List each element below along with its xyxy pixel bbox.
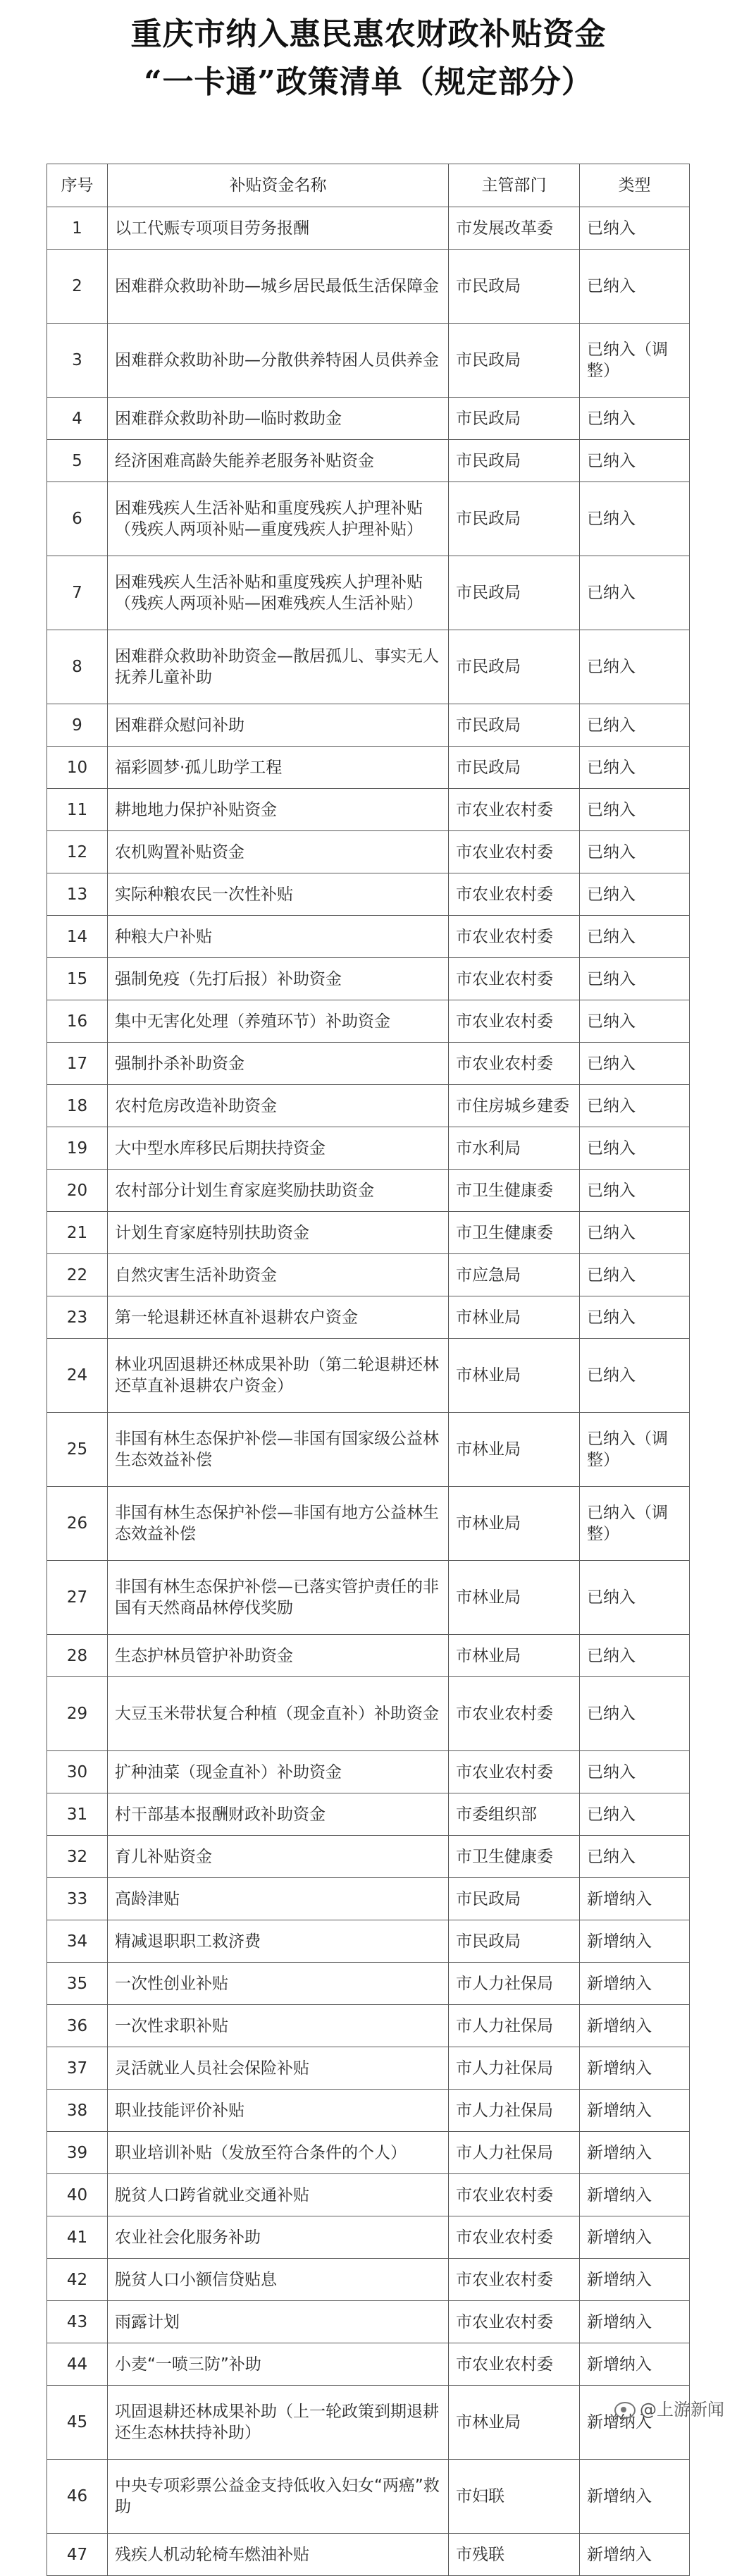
row-type: 已纳入 bbox=[580, 1170, 690, 1212]
row-no: 1 bbox=[47, 207, 108, 250]
table-row bbox=[47, 2216, 690, 2259]
row-type: 已纳入 bbox=[580, 250, 690, 324]
row-dept: 市民政局 bbox=[449, 630, 580, 704]
row-type: 新增纳入 bbox=[580, 1878, 690, 1920]
row-no: 15 bbox=[47, 958, 108, 1000]
row-type: 已纳入（调整） bbox=[580, 324, 690, 398]
table-row bbox=[47, 1212, 690, 1254]
row-name: 强制扑杀补助资金 bbox=[108, 1043, 449, 1085]
table-row bbox=[47, 1963, 690, 2005]
row-dept: 市农业农村委 bbox=[449, 916, 580, 958]
row-type: 已纳入 bbox=[580, 1043, 690, 1085]
header-name: 补贴资金名称 bbox=[108, 164, 449, 207]
row-type: 已纳入 bbox=[580, 482, 690, 556]
table-row bbox=[47, 1296, 690, 1339]
table-row bbox=[47, 1751, 690, 1793]
row-no: 9 bbox=[47, 704, 108, 747]
page-title-line-2: “一卡通”政策清单（规定部分） bbox=[144, 64, 593, 100]
row-name: 大豆玉米带状复合种植（现金直补）补助资金 bbox=[108, 1677, 449, 1751]
row-dept: 市民政局 bbox=[449, 440, 580, 482]
row-name: 一次性创业补贴 bbox=[108, 1963, 449, 2005]
table-body bbox=[47, 207, 690, 2576]
row-name: 林业巩固退耕还林成果补助（第二轮退耕还林还草直补退耕农户资金） bbox=[108, 1339, 449, 1413]
row-type: 新增纳入 bbox=[580, 2534, 690, 2576]
row-no: 31 bbox=[47, 1793, 108, 1836]
row-type: 已纳入 bbox=[580, 831, 690, 873]
row-type: 已纳入 bbox=[580, 1254, 690, 1296]
table-row bbox=[47, 1793, 690, 1836]
row-dept: 市民政局 bbox=[449, 250, 580, 324]
row-type: 已纳入 bbox=[580, 1212, 690, 1254]
table-row bbox=[47, 630, 690, 704]
watermark-text: @上游新闻 bbox=[640, 2400, 724, 2419]
row-name: 小麦“一喷三防”补助 bbox=[108, 2343, 449, 2386]
row-dept: 市农业农村委 bbox=[449, 831, 580, 873]
row-type: 已纳入 bbox=[580, 1561, 690, 1635]
row-dept: 市民政局 bbox=[449, 482, 580, 556]
row-no: 37 bbox=[47, 2047, 108, 2090]
table-row bbox=[47, 2301, 690, 2343]
row-no: 45 bbox=[47, 2386, 108, 2460]
row-dept: 市农业农村委 bbox=[449, 1751, 580, 1793]
row-type: 已纳入 bbox=[580, 1677, 690, 1751]
row-no: 6 bbox=[47, 482, 108, 556]
table-row bbox=[47, 1413, 690, 1487]
row-type: 新增纳入 bbox=[580, 2047, 690, 2090]
row-name: 困难群众救助补助—分散供养特困人员供养金 bbox=[108, 324, 449, 398]
row-no: 27 bbox=[47, 1561, 108, 1635]
row-no: 10 bbox=[47, 747, 108, 789]
row-dept: 市民政局 bbox=[449, 324, 580, 398]
row-type: 新增纳入 bbox=[580, 2460, 690, 2534]
table-row bbox=[47, 1254, 690, 1296]
row-dept: 市民政局 bbox=[449, 1878, 580, 1920]
table-row bbox=[47, 1043, 690, 1085]
row-dept: 市林业局 bbox=[449, 1296, 580, 1339]
row-no: 29 bbox=[47, 1677, 108, 1751]
row-no: 5 bbox=[47, 440, 108, 482]
row-name: 残疾人机动轮椅车燃油补贴 bbox=[108, 2534, 449, 2576]
row-name: 扩种油菜（现金直补）补助资金 bbox=[108, 1751, 449, 1793]
row-no: 23 bbox=[47, 1296, 108, 1339]
table-row bbox=[47, 789, 690, 831]
row-type: 已纳入（调整） bbox=[580, 1413, 690, 1487]
table-row bbox=[47, 1000, 690, 1043]
row-name: 种粮大户补贴 bbox=[108, 916, 449, 958]
row-no: 7 bbox=[47, 556, 108, 630]
row-dept: 市发展改革委 bbox=[449, 207, 580, 250]
row-name: 脱贫人口跨省就业交通补贴 bbox=[108, 2174, 449, 2216]
row-dept: 市农业农村委 bbox=[449, 1043, 580, 1085]
row-dept: 市人力社保局 bbox=[449, 2005, 580, 2047]
table-row bbox=[47, 1127, 690, 1170]
row-dept: 市民政局 bbox=[449, 747, 580, 789]
row-name: 计划生育家庭特别扶助资金 bbox=[108, 1212, 449, 1254]
row-no: 41 bbox=[47, 2216, 108, 2259]
table-row bbox=[47, 2174, 690, 2216]
table-row bbox=[47, 1635, 690, 1677]
row-dept: 市水利局 bbox=[449, 1127, 580, 1170]
row-type: 已纳入 bbox=[580, 1085, 690, 1127]
weibo-logo-icon bbox=[614, 2402, 636, 2419]
row-dept: 市人力社保局 bbox=[449, 1963, 580, 2005]
row-type: 新增纳入 bbox=[580, 2005, 690, 2047]
row-dept: 市林业局 bbox=[449, 1561, 580, 1635]
row-name: 职业培训补贴（发放至符合条件的个人） bbox=[108, 2132, 449, 2174]
table-row bbox=[47, 747, 690, 789]
table-row bbox=[47, 2259, 690, 2301]
row-dept: 市妇联 bbox=[449, 2460, 580, 2534]
row-no: 33 bbox=[47, 1878, 108, 1920]
row-no: 36 bbox=[47, 2005, 108, 2047]
row-dept: 市农业农村委 bbox=[449, 789, 580, 831]
row-type: 已纳入 bbox=[580, 398, 690, 440]
row-type: 已纳入 bbox=[580, 1635, 690, 1677]
row-dept: 市人力社保局 bbox=[449, 2132, 580, 2174]
row-no: 30 bbox=[47, 1751, 108, 1793]
row-name: 育儿补贴资金 bbox=[108, 1836, 449, 1878]
table-row bbox=[47, 704, 690, 747]
row-no: 8 bbox=[47, 630, 108, 704]
row-name: 困难群众慰问补助 bbox=[108, 704, 449, 747]
table-row bbox=[47, 250, 690, 324]
row-name: 困难残疾人生活补贴和重度残疾人护理补贴（残疾人两项补贴—困难残疾人生活补贴） bbox=[108, 556, 449, 630]
table-row bbox=[47, 2534, 690, 2576]
row-name: 农机购置补贴资金 bbox=[108, 831, 449, 873]
table-row bbox=[47, 440, 690, 482]
row-name: 非国有林生态保护补偿—已落实管护责任的非国有天然商品林停伐奖励 bbox=[108, 1561, 449, 1635]
row-type: 已纳入 bbox=[580, 873, 690, 916]
table-row bbox=[47, 324, 690, 398]
row-type: 新增纳入 bbox=[580, 2090, 690, 2132]
table-row bbox=[47, 2132, 690, 2174]
row-type: 已纳入 bbox=[580, 1339, 690, 1413]
row-type: 新增纳入 bbox=[580, 2343, 690, 2386]
page-title-line-1: 重庆市纳入惠民惠农财政补贴资金 bbox=[130, 16, 607, 52]
row-dept: 市卫生健康委 bbox=[449, 1212, 580, 1254]
row-type: 已纳入 bbox=[580, 1296, 690, 1339]
row-no: 40 bbox=[47, 2174, 108, 2216]
row-name: 困难群众救助补助—临时救助金 bbox=[108, 398, 449, 440]
table-header-row bbox=[47, 164, 690, 207]
row-dept: 市人力社保局 bbox=[449, 2047, 580, 2090]
row-no: 44 bbox=[47, 2343, 108, 2386]
row-name: 职业技能评价补贴 bbox=[108, 2090, 449, 2132]
row-name: 生态护林员管护补助资金 bbox=[108, 1635, 449, 1677]
table-row bbox=[47, 398, 690, 440]
row-dept: 市林业局 bbox=[449, 2386, 580, 2460]
row-dept: 市民政局 bbox=[449, 556, 580, 630]
table-row bbox=[47, 958, 690, 1000]
row-dept: 市人力社保局 bbox=[449, 2090, 580, 2132]
row-no: 22 bbox=[47, 1254, 108, 1296]
row-name: 困难残疾人生活补贴和重度残疾人护理补贴（残疾人两项补贴—重度残疾人护理补贴） bbox=[108, 482, 449, 556]
row-no: 32 bbox=[47, 1836, 108, 1878]
table-row bbox=[47, 2090, 690, 2132]
row-name: 农村危房改造补助资金 bbox=[108, 1085, 449, 1127]
table-row bbox=[47, 2460, 690, 2534]
row-type: 已纳入 bbox=[580, 916, 690, 958]
row-dept: 市林业局 bbox=[449, 1413, 580, 1487]
row-name: 中央专项彩票公益金支持低收入妇女“两癌”救助 bbox=[108, 2460, 449, 2534]
row-no: 35 bbox=[47, 1963, 108, 2005]
policy-table bbox=[47, 164, 690, 2576]
row-name: 精减退职职工救济费 bbox=[108, 1920, 449, 1963]
row-dept: 市林业局 bbox=[449, 1635, 580, 1677]
row-dept: 市农业农村委 bbox=[449, 2343, 580, 2386]
row-type: 已纳入 bbox=[580, 630, 690, 704]
table-row bbox=[47, 1561, 690, 1635]
row-type: 新增纳入 bbox=[580, 2132, 690, 2174]
row-type: 已纳入 bbox=[580, 789, 690, 831]
table-row bbox=[47, 1836, 690, 1878]
row-type: 已纳入 bbox=[580, 207, 690, 250]
row-no: 3 bbox=[47, 324, 108, 398]
row-name: 非国有林生态保护补偿—非国有地方公益林生态效益补偿 bbox=[108, 1487, 449, 1561]
row-name: 农村部分计划生育家庭奖励扶助资金 bbox=[108, 1170, 449, 1212]
row-name: 第一轮退耕还林直补退耕农户资金 bbox=[108, 1296, 449, 1339]
table-row bbox=[47, 916, 690, 958]
row-no: 25 bbox=[47, 1413, 108, 1487]
row-type: 已纳入（调整） bbox=[580, 1487, 690, 1561]
header-dept: 主管部门 bbox=[449, 164, 580, 207]
row-dept: 市林业局 bbox=[449, 1487, 580, 1561]
row-no: 16 bbox=[47, 1000, 108, 1043]
table-row bbox=[47, 2005, 690, 2047]
row-no: 34 bbox=[47, 1920, 108, 1963]
row-dept: 市卫生健康委 bbox=[449, 1836, 580, 1878]
row-type: 已纳入 bbox=[580, 440, 690, 482]
header-no: 序号 bbox=[47, 164, 108, 207]
row-type: 已纳入 bbox=[580, 1127, 690, 1170]
table-row bbox=[47, 1339, 690, 1413]
row-type: 已纳入 bbox=[580, 704, 690, 747]
table-row bbox=[47, 1920, 690, 1963]
row-no: 43 bbox=[47, 2301, 108, 2343]
table-row bbox=[47, 2343, 690, 2386]
row-type: 已纳入 bbox=[580, 747, 690, 789]
row-name: 困难群众救助补助—城乡居民最低生活保障金 bbox=[108, 250, 449, 324]
row-dept: 市卫生健康委 bbox=[449, 1170, 580, 1212]
row-name: 以工代赈专项项目劳务报酬 bbox=[108, 207, 449, 250]
row-type: 新增纳入 bbox=[580, 2259, 690, 2301]
table-row bbox=[47, 556, 690, 630]
row-name: 农业社会化服务补助 bbox=[108, 2216, 449, 2259]
row-dept: 市民政局 bbox=[449, 1920, 580, 1963]
row-type: 新增纳入 bbox=[580, 2174, 690, 2216]
table-row bbox=[47, 1487, 690, 1561]
row-no: 28 bbox=[47, 1635, 108, 1677]
table-row bbox=[47, 1170, 690, 1212]
row-type: 新增纳入 bbox=[580, 2216, 690, 2259]
row-name: 强制免疫（先打后报）补助资金 bbox=[108, 958, 449, 1000]
row-no: 19 bbox=[47, 1127, 108, 1170]
row-dept: 市农业农村委 bbox=[449, 2301, 580, 2343]
row-dept: 市残联 bbox=[449, 2534, 580, 2576]
row-dept: 市农业农村委 bbox=[449, 2259, 580, 2301]
row-dept: 市农业农村委 bbox=[449, 2216, 580, 2259]
table-row bbox=[47, 207, 690, 250]
row-no: 39 bbox=[47, 2132, 108, 2174]
row-no: 12 bbox=[47, 831, 108, 873]
row-no: 2 bbox=[47, 250, 108, 324]
row-name: 高龄津贴 bbox=[108, 1878, 449, 1920]
row-name: 困难群众救助补助资金—散居孤儿、事实无人抚养儿童补助 bbox=[108, 630, 449, 704]
row-dept: 市农业农村委 bbox=[449, 958, 580, 1000]
row-no: 17 bbox=[47, 1043, 108, 1085]
row-name: 实际种粮农民一次性补贴 bbox=[108, 873, 449, 916]
row-dept: 市林业局 bbox=[449, 1339, 580, 1413]
row-name: 耕地地力保护补贴资金 bbox=[108, 789, 449, 831]
row-type: 已纳入 bbox=[580, 1000, 690, 1043]
row-no: 24 bbox=[47, 1339, 108, 1413]
table-row bbox=[47, 2386, 690, 2460]
row-no: 14 bbox=[47, 916, 108, 958]
table-row bbox=[47, 1677, 690, 1751]
row-name: 非国有林生态保护补偿—非国有国家级公益林生态效益补偿 bbox=[108, 1413, 449, 1487]
row-type: 已纳入 bbox=[580, 1751, 690, 1793]
row-no: 13 bbox=[47, 873, 108, 916]
row-no: 4 bbox=[47, 398, 108, 440]
row-name: 巩固退耕还林成果补助（上一轮政策到期退耕还生态林扶持补助） bbox=[108, 2386, 449, 2460]
table-row bbox=[47, 1878, 690, 1920]
row-dept: 市民政局 bbox=[449, 398, 580, 440]
row-name: 自然灾害生活补助资金 bbox=[108, 1254, 449, 1296]
table-row bbox=[47, 1085, 690, 1127]
row-type: 新增纳入 bbox=[580, 2386, 690, 2460]
row-no: 18 bbox=[47, 1085, 108, 1127]
row-name: 雨露计划 bbox=[108, 2301, 449, 2343]
row-type: 已纳入 bbox=[580, 958, 690, 1000]
row-type: 新增纳入 bbox=[580, 2301, 690, 2343]
row-type: 已纳入 bbox=[580, 1836, 690, 1878]
row-dept: 市农业农村委 bbox=[449, 873, 580, 916]
table-row bbox=[47, 2047, 690, 2090]
row-no: 46 bbox=[47, 2460, 108, 2534]
row-no: 11 bbox=[47, 789, 108, 831]
row-name: 一次性求职补贴 bbox=[108, 2005, 449, 2047]
table-row bbox=[47, 482, 690, 556]
table-row bbox=[47, 831, 690, 873]
row-no: 26 bbox=[47, 1487, 108, 1561]
row-dept: 市委组织部 bbox=[449, 1793, 580, 1836]
watermark bbox=[614, 2396, 724, 2420]
row-no: 38 bbox=[47, 2090, 108, 2132]
row-dept: 市农业农村委 bbox=[449, 2174, 580, 2216]
row-no: 20 bbox=[47, 1170, 108, 1212]
row-name: 大中型水库移民后期扶持资金 bbox=[108, 1127, 449, 1170]
row-name: 村干部基本报酬财政补助资金 bbox=[108, 1793, 449, 1836]
row-dept: 市农业农村委 bbox=[449, 1000, 580, 1043]
row-no: 42 bbox=[47, 2259, 108, 2301]
row-name: 灵活就业人员社会保险补贴 bbox=[108, 2047, 449, 2090]
row-dept: 市民政局 bbox=[449, 704, 580, 747]
row-name: 经济困难高龄失能养老服务补贴资金 bbox=[108, 440, 449, 482]
row-dept: 市应急局 bbox=[449, 1254, 580, 1296]
row-dept: 市农业农村委 bbox=[449, 1677, 580, 1751]
row-type: 已纳入 bbox=[580, 556, 690, 630]
row-name: 脱贫人口小额信贷贴息 bbox=[108, 2259, 449, 2301]
table-row bbox=[47, 873, 690, 916]
row-dept: 市住房城乡建委 bbox=[449, 1085, 580, 1127]
row-name: 集中无害化处理（养殖环节）补助资金 bbox=[108, 1000, 449, 1043]
row-type: 新增纳入 bbox=[580, 1920, 690, 1963]
header-type: 类型 bbox=[580, 164, 690, 207]
row-name: 福彩圆梦·孤儿助学工程 bbox=[108, 747, 449, 789]
row-type: 已纳入 bbox=[580, 1793, 690, 1836]
row-no: 21 bbox=[47, 1212, 108, 1254]
row-no: 47 bbox=[47, 2534, 108, 2576]
row-type: 新增纳入 bbox=[580, 1963, 690, 2005]
